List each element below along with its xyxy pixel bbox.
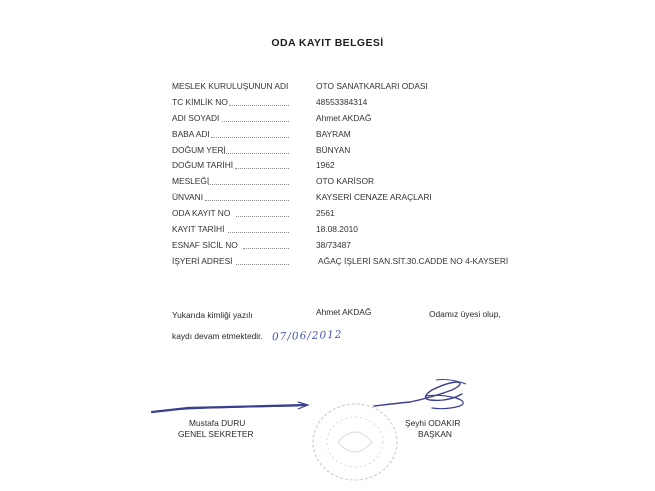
- left-signatory-title: GENEL SEKRETER: [178, 429, 254, 439]
- dotted-leader: [236, 215, 289, 217]
- field-value: BÜNYAN: [316, 145, 351, 155]
- field-value: KAYSERİ CENAZE ARAÇLARI: [316, 192, 432, 202]
- right-signature-icon: [370, 376, 475, 418]
- field-value: AĞAÇ İŞLERİ SAN.SİT.30.CADDE NO 4-KAYSERİ: [318, 256, 509, 266]
- field-label: KAYIT TARİHİ: [172, 224, 225, 234]
- field-label: TC KİMLİK NO: [172, 97, 228, 107]
- field-value: Ahmet AKDAĞ: [316, 113, 372, 123]
- field-value: BAYRAM: [316, 129, 351, 139]
- dotted-leader: [235, 167, 289, 169]
- field-value: OTO SANATKARLARI ODASI: [316, 81, 428, 91]
- field-label: ESNAF SİCİL NO: [172, 240, 238, 250]
- dotted-leader: [208, 183, 289, 185]
- field-value: 38/73487: [316, 240, 351, 250]
- field-value: 48553384314: [316, 97, 368, 107]
- document-title: ODA KAYIT BELGESİ: [271, 37, 384, 49]
- field-label: İŞYERİ ADRESİ: [172, 256, 233, 266]
- dotted-leader: [205, 199, 289, 201]
- dotted-leader: [222, 120, 289, 122]
- dotted-leader: [211, 136, 289, 138]
- field-label: BABA ADI: [172, 129, 210, 139]
- statement-prefix: Yukarıda kimliği yazılı: [172, 310, 253, 320]
- right-signatory-title: BAŞKAN: [418, 429, 452, 439]
- field-value: OTO KARİSOR: [316, 176, 375, 186]
- dotted-leader: [243, 247, 289, 249]
- statement-line2: kaydı devam etmektedir.: [172, 331, 263, 341]
- dotted-leader: [222, 152, 289, 154]
- right-signatory-name: Şeyhi ODAKIR: [405, 418, 461, 428]
- left-signatory-name: Mustafa DURU: [189, 418, 246, 428]
- field-label: MESLEK KURULUŞUNUN ADI: [172, 81, 289, 91]
- handwritten-date: 07/06/2012: [271, 328, 343, 344]
- field-label: MESLEĞİ: [172, 176, 210, 186]
- field-label: DOĞUM YERİ: [172, 145, 226, 155]
- statement-suffix: Odamız üyesi olup,: [429, 309, 501, 319]
- statement-name: Ahmet AKDAĞ: [316, 307, 372, 317]
- field-value: 18.08.2010: [316, 224, 358, 234]
- field-label: ADI SOYADI: [172, 113, 220, 123]
- field-label: ÜNVANI: [172, 192, 204, 202]
- field-value: 1962: [316, 160, 335, 170]
- field-label: DOĞUM TARİHİ: [172, 160, 234, 170]
- dotted-leader: [236, 263, 289, 265]
- field-label: ODA KAYIT NO: [172, 208, 231, 218]
- left-signature-icon: [148, 396, 318, 420]
- field-value: 2561: [316, 208, 335, 218]
- dotted-leader: [229, 104, 289, 106]
- dotted-leader: [228, 231, 289, 233]
